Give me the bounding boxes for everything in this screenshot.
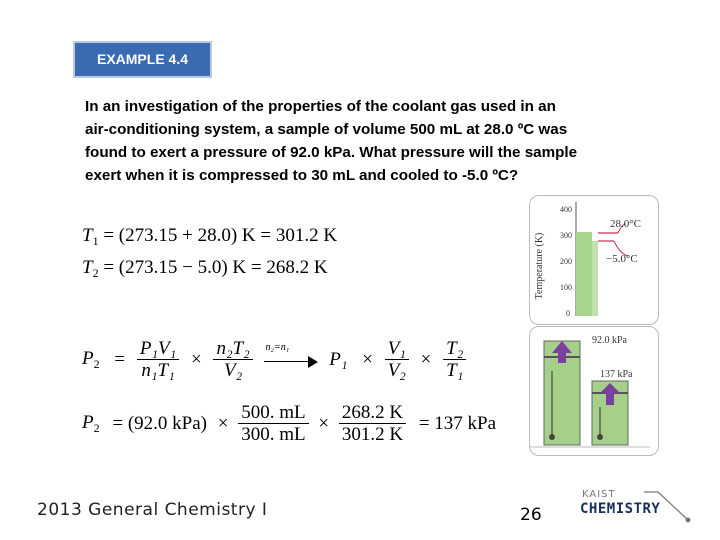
example-badge: EXAMPLE 4.4 <box>73 41 212 78</box>
temperature-graph-panel <box>529 195 659 325</box>
problem-line-2: air-conditioning system, a sample of volume 500 mL at 28.0 ºC was <box>85 121 568 138</box>
equation-p2-value <box>82 402 501 445</box>
p2-subscript: 2 <box>93 356 100 371</box>
problem-line-4: exert when it is compressed to 30 mL and cooled to -5.0 ºC? <box>85 167 519 184</box>
arrow-label: n₂=n₁ <box>265 341 290 353</box>
times-sign-3: × <box>420 348 432 370</box>
problem-line-3: found to exert a pressure of 92.0 kPa. What pressure will the sample <box>85 144 578 161</box>
equation-t2 <box>82 257 328 281</box>
fraction-volumes <box>238 402 308 445</box>
tick-0: 0 <box>566 309 570 318</box>
times-sign-2: × <box>362 348 373 370</box>
page-number: 26 <box>520 505 542 525</box>
course-footer: 2013 General Chemistry I <box>37 500 268 520</box>
frac2-denominator: V₂ <box>224 360 243 381</box>
tick-200: 200 <box>560 257 572 266</box>
temp-high-label: 28.0°C <box>610 218 641 230</box>
pressure-1-label: 92.0 kPa <box>592 335 627 346</box>
p2-symbol: P <box>82 347 94 369</box>
simplify-arrow <box>260 340 320 380</box>
frac3-numerator: V₁ <box>385 338 409 360</box>
tick-100: 100 <box>560 283 572 292</box>
p2v-subscript: 2 <box>93 420 100 435</box>
problem-statement <box>85 95 685 187</box>
t2-expression: = (273.15 − 5.0) K = 268.2 K <box>98 257 328 278</box>
t2-symbol: T <box>82 257 93 278</box>
frac4-numerator: T₂ <box>443 338 466 360</box>
thermometer-high-bar <box>576 232 592 316</box>
temperature-graph <box>530 196 658 324</box>
t1-subscript: 1 <box>92 234 99 248</box>
tick-400: 400 <box>560 205 572 214</box>
fraction-p1v1-n1t1 <box>137 338 179 381</box>
thermometer-low-bar <box>592 241 598 316</box>
initial-pressure: = (92.0 kPa) <box>112 412 207 434</box>
fraction-v1-v2 <box>385 338 409 381</box>
p2v-symbol: P <box>82 411 94 433</box>
equals-sign: = <box>114 348 126 370</box>
frac2-numerator: n₂T₂ <box>213 338 252 360</box>
p1-symbol: P₁ <box>329 348 348 370</box>
fraction-temperatures <box>339 402 406 445</box>
times-sign-4: × <box>217 412 229 434</box>
volume-numerator: 500. mL <box>238 402 308 424</box>
tick-300: 300 <box>560 231 572 240</box>
fraction-n2t2-v2 <box>213 338 252 381</box>
logo-main-text: CHEMISTRY <box>580 501 661 517</box>
pressure-2-label: 137 kPa <box>600 369 633 380</box>
frac1-numerator: P₁V₁ <box>137 338 179 360</box>
times-sign: × <box>191 348 202 370</box>
temp-denominator: 301.2 K <box>341 424 404 445</box>
frac4-denominator: T₁ <box>446 360 464 381</box>
kaist-chemistry-logo <box>578 484 700 524</box>
temp-numerator: 268.2 K <box>339 402 406 424</box>
cylinder-figure <box>530 327 658 455</box>
problem-line-1: In an investigation of the properties of the coolant gas used in an <box>85 98 556 115</box>
t1-expression: = (273.15 + 28.0) K = 301.2 K <box>98 225 338 246</box>
logo-top-text: KAIST <box>582 489 616 500</box>
temp-low-label: −5.0°C <box>606 253 638 265</box>
final-result: = 137 kPa <box>418 412 497 434</box>
t1-symbol: T <box>82 225 93 246</box>
equation-p2-formula <box>82 338 468 381</box>
t2-subscript: 2 <box>92 266 99 280</box>
equation-t1 <box>82 225 337 249</box>
times-sign-5: × <box>318 412 330 434</box>
frac3-denominator: V₂ <box>387 360 406 381</box>
fraction-t2-t1 <box>443 338 466 381</box>
arrow-right-icon <box>308 356 318 368</box>
volume-denominator: 300. mL <box>241 424 306 445</box>
temperature-axis-label: Temperature (K) <box>534 232 545 300</box>
cylinder-panel <box>529 326 659 456</box>
frac1-denominator: n₁T₁ <box>141 360 175 381</box>
